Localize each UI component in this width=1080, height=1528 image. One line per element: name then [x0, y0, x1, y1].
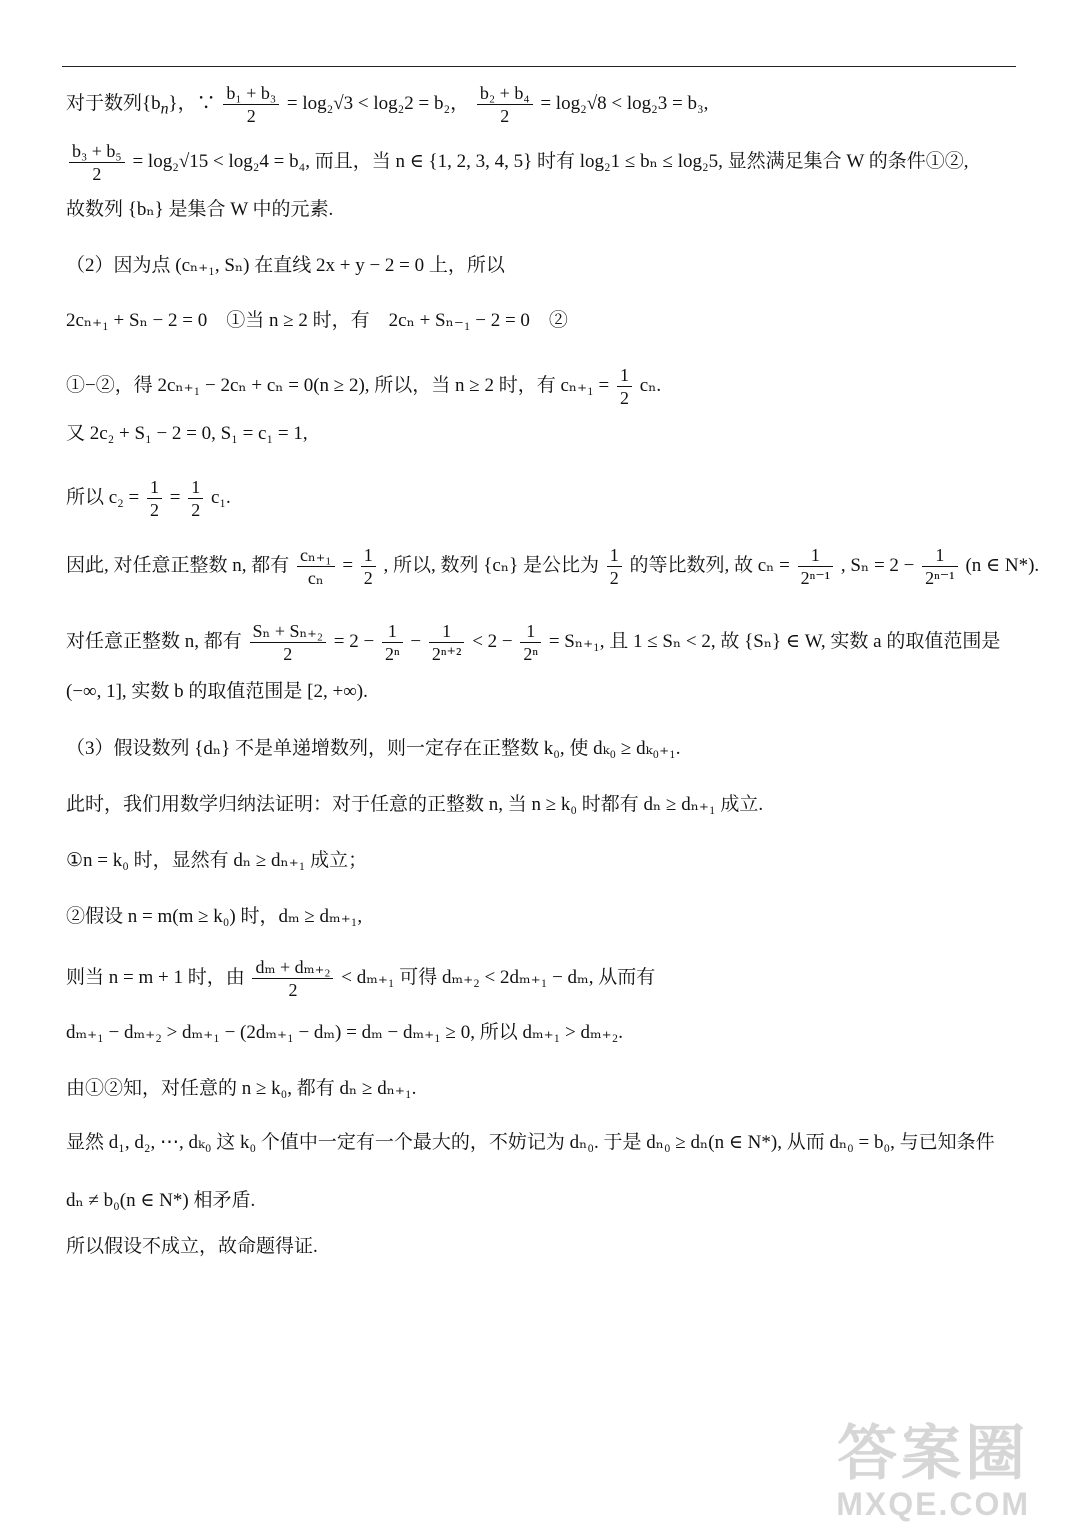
line-10	[66, 620, 1020, 665]
numerator: 1	[520, 620, 541, 643]
text: }，∵	[168, 92, 216, 114]
numerator: 1	[617, 364, 632, 387]
line-20: dₙ ≠ b₀(n ∈ N*) 相矛盾.	[66, 1190, 256, 1211]
fraction	[361, 544, 376, 589]
line-13: 此时，我们用数学归纳法证明：对于任意的正整数 n, 当 n ≥ k₀ 时都有 dₙ ≥ dₙ₊₁ 成立.	[66, 794, 764, 815]
denominator: 2	[92, 164, 102, 184]
denominator: 2	[246, 106, 256, 126]
fraction	[223, 82, 279, 127]
text: ①−②，得 2cₙ₊₁ − 2cₙ + cₙ = 0(n ≥ 2), 所以，当 n ≥ 2 时，有 cₙ₊₁ =	[66, 374, 610, 396]
denominator: 2	[288, 980, 298, 1000]
line-15: ②假设 n = m(m ≥ k₀) 时，dₘ ≥ dₘ₊₁,	[66, 906, 363, 927]
watermark	[836, 1420, 1030, 1522]
fraction	[429, 620, 465, 665]
text: = Sₙ₊₁, 且 1 ≤ Sₙ < 2, 故 {Sₙ} ∈ W, 实数 a 的取值范围是	[548, 630, 1001, 652]
denominator: 2ⁿ	[523, 644, 539, 664]
line-1: 对于数列$\{b_n\}$，∵ $\frac{\text{b₁ + b₃}}{2}$ = log₂√3 < log₂2 = b₂， $\frac{\text{b₂ + b₄}}{2}$ = log₂√8 < log₂3 = b₃,	[66, 83, 709, 126]
line-6	[66, 364, 1020, 409]
numerator: b₃ + b₅	[69, 140, 125, 163]
line-18: 由①②知，对任意的 n ≥ k₀, 都有 dₙ ≥ dₙ₊₁.	[66, 1078, 417, 1099]
text: = log₂√8 < log₂3 = b₃,	[540, 92, 709, 114]
denominator: 2ⁿ⁻¹	[925, 568, 955, 588]
denominator: 2ⁿ⁻¹	[800, 568, 831, 588]
line-3: 故数列 {bₙ} 是集合 W 中的元素.	[66, 199, 334, 220]
line-5: 2cₙ₊₁ + Sₙ − 2 = 0 ①当 n ≥ 2 时，有 2cₙ + Sₙ₋₁ − 2 = 0 ②	[66, 310, 568, 331]
text: 的等比数列, 故 cₙ =	[629, 554, 790, 576]
fraction	[477, 82, 533, 127]
numerator: 1	[147, 476, 162, 499]
watermark-site: MXQE.COM	[836, 1486, 1030, 1522]
fraction	[520, 620, 541, 665]
line-19: 显然 d₁, d₂, ⋯, dₖ₀ 这 k₀ 个值中一定有一个最大的，不妨记为 dₙ₀. 于是 dₙ₀ ≥ dₙ(n ∈ N*), 从而 dₙ₀ = b₀, 与已知条件	[66, 1132, 995, 1153]
line-2	[66, 140, 1020, 185]
fraction	[922, 544, 958, 589]
text: = log₂√3 < log₂2 = b₂，	[286, 92, 470, 114]
line-16	[66, 956, 1020, 1001]
fraction	[188, 476, 203, 521]
text: < dₘ₊₁ 可得 dₘ₊₂ < 2dₘ₊₁ − dₘ, 从而有	[341, 966, 656, 988]
fraction	[607, 544, 622, 589]
numerator: b₂ + b₄	[477, 82, 533, 105]
denominator: 2	[191, 500, 201, 520]
numerator: 1	[429, 620, 465, 643]
text: 所以 c₂ =	[66, 486, 140, 508]
text: 对任意正整数 n, 都有	[66, 630, 242, 652]
numerator: 1	[798, 544, 834, 567]
denominator: 2	[283, 644, 293, 664]
fraction	[297, 544, 335, 589]
denominator: 2	[609, 568, 619, 588]
denominator: 2	[363, 568, 373, 588]
fraction	[69, 140, 125, 185]
numerator: 1	[607, 544, 622, 567]
numerator: cₙ₊₁	[297, 544, 335, 567]
line-12: （3）假设数列 {dₙ} 不是单递增数列，则一定存在正整数 k₀, 使 dₖ₀ ≥ dₖ₀₊₁.	[66, 738, 681, 759]
text: −	[410, 630, 422, 652]
text: , Sₙ = 2 −	[840, 554, 915, 576]
numerator: 1	[188, 476, 203, 499]
watermark-logo: 答案圈	[837, 1420, 1030, 1487]
denominator: 2	[620, 388, 630, 408]
text: < 2 −	[472, 630, 513, 652]
text: = log₂√15 < log₂4 = b₄, 而且，当 n ∈ {1, 2, 3, 4, 5} 时有 log₂1 ≤ bₙ ≤ log₂5, 显然满足集合 W 的条件①②,	[132, 150, 969, 172]
text: 则当 n = m + 1 时，由	[66, 966, 245, 988]
denominator: cₙ	[307, 568, 324, 588]
fraction	[147, 476, 162, 521]
text: (n ∈ N*).	[965, 554, 1040, 576]
line-17: dₘ₊₁ − dₘ₊₂ > dₘ₊₁ − (2dₘ₊₁ − dₘ) = dₘ − dₘ₊₁ ≥ 0, 所以 dₘ₊₁ > dₘ₊₂.	[66, 1022, 624, 1043]
numerator: Sₙ + Sₙ₊₂	[250, 620, 327, 643]
numerator: 1	[361, 544, 376, 567]
fraction	[617, 364, 632, 409]
text: , 所以, 数列 {cₙ} 是公比为	[383, 554, 599, 576]
denominator: 2ⁿ⁺²	[431, 644, 462, 664]
line-4: （2）因为点 (cₙ₊₁, Sₙ) 在直线 2x + y − 2 = 0 上，所以	[66, 255, 505, 276]
text: =	[169, 486, 181, 508]
line-11: (−∞, 1], 实数 b 的取值范围是 [2, +∞).	[66, 681, 368, 702]
numerator: b₁ + b₃	[223, 82, 279, 105]
line-8	[66, 476, 1020, 521]
fraction	[382, 620, 403, 665]
line-9	[66, 544, 1040, 589]
numerator: 1	[382, 620, 403, 643]
line-14: ①n = k₀ 时，显然有 dₙ ≥ dₙ₊₁ 成立；	[66, 850, 368, 871]
denominator: 2	[500, 106, 510, 126]
denominator: 2ⁿ	[384, 644, 400, 664]
text: cₙ.	[639, 374, 662, 396]
line-7: 又 2c₂ + S₁ − 2 = 0, S₁ = c₁ = 1,	[66, 423, 308, 444]
fraction	[250, 620, 327, 665]
text: 对于数列{b	[66, 92, 161, 114]
text: 因此, 对任意正整数 n, 都有	[66, 554, 290, 576]
text: = 2 −	[333, 630, 375, 652]
denominator: 2	[150, 500, 160, 520]
fraction	[798, 544, 834, 589]
numerator: 1	[922, 544, 958, 567]
numerator: dₘ + dₘ₊₂	[252, 956, 333, 979]
text: c₁.	[211, 486, 231, 508]
text: =	[342, 554, 354, 576]
fraction	[252, 956, 333, 1001]
header-rule	[62, 66, 1016, 67]
line-21: 所以假设不成立，故命题得证.	[66, 1236, 318, 1257]
